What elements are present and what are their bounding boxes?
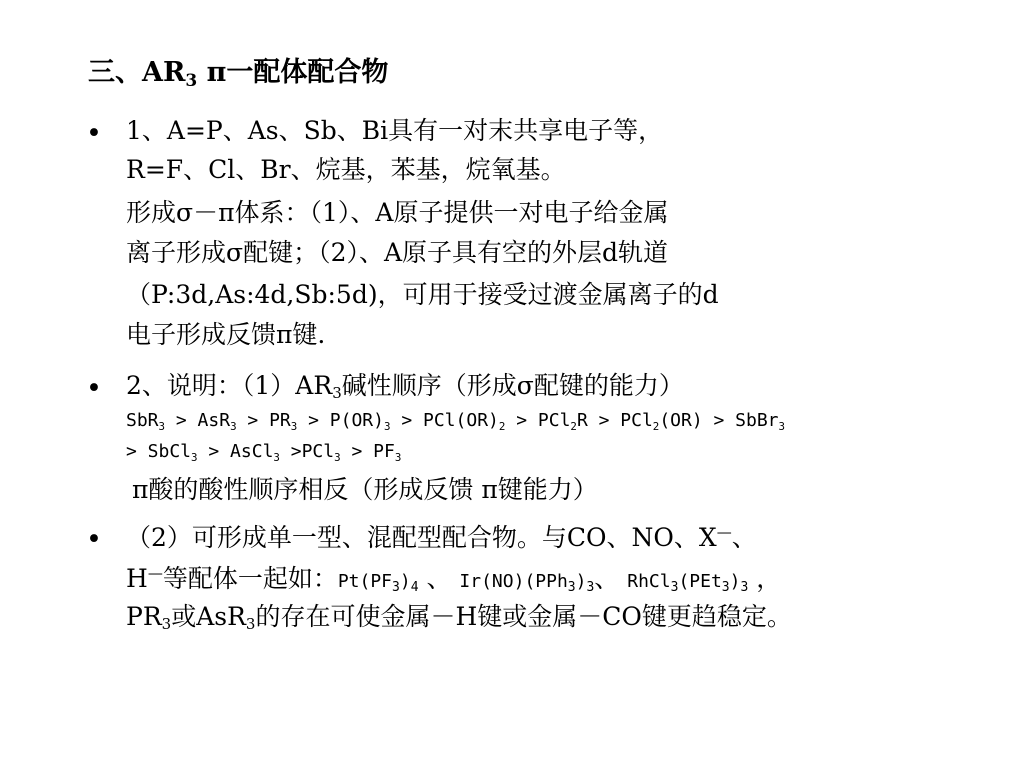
text-run: 3: [230, 420, 237, 433]
text-run: > P(OR): [297, 410, 384, 431]
item1-line1: 1、A=P、As、Sb、Bi具有一对末共享电子等，: [126, 116, 664, 145]
item1-line3: 形成σ－π体系：（1）、A原子提供一对电子给金属: [126, 198, 669, 227]
text-run: > PR: [236, 410, 291, 431]
text-run: 3: [670, 580, 679, 595]
text-run: 、: [418, 564, 460, 593]
item2-line1: 2、说明：$(1)AR_3$碱性顺序（形成σ配键的能力）: [126, 371, 684, 402]
item1-line6: 电子形成反馈π键.: [126, 320, 326, 349]
text-run: 3: [383, 420, 391, 433]
text-run: H: [126, 564, 148, 593]
item3-line3: $PR_3$或AsR$_3$的存在可使金属－H键或金属－CO键更趋稳定。: [126, 602, 792, 633]
text-run: 3: [158, 420, 166, 433]
text-run: Pt(PF: [337, 571, 393, 592]
slide-title: 三、$AR_3$ π一配体配合物: [88, 57, 389, 91]
text-run: > AsCl: [197, 441, 274, 462]
text-run: 2: [498, 420, 506, 433]
text-run: R > PCl: [576, 410, 653, 431]
text-run: > PCl(OR): [390, 410, 499, 431]
text-run: (PEt: [678, 571, 722, 592]
text-run: (OR) > SbBr: [659, 410, 779, 431]
text-run: 3: [392, 580, 400, 595]
text-run: 、: [594, 564, 628, 593]
text-run: ，: [748, 564, 782, 593]
text-run: ): [399, 571, 411, 592]
text-run: 3: [586, 580, 595, 595]
text-run: 3: [290, 420, 298, 433]
text-run: 3: [394, 451, 402, 464]
text-run: > PCl: [505, 410, 571, 431]
text-run: 3: [778, 420, 786, 433]
text-run: 等配体一起如：: [162, 564, 338, 593]
basicity-order-line1: [126, 410, 786, 433]
bullet-marker: •: [86, 118, 102, 149]
text-run: RhCl: [627, 571, 671, 592]
item1-line5: （P:3d,As:4d,Sb:5d)，可用于接受过渡金属离子的d: [126, 280, 719, 309]
item1-line2: R=F、Cl、Br、烷基，苯基，烷氧基。: [126, 155, 566, 184]
item3-line1: （2）可形成单一型、混配型配合物。与CO、NO、X—、: [126, 523, 757, 552]
text-run: —: [147, 564, 163, 582]
text-run: > PF: [340, 441, 395, 462]
text-run: 4: [410, 580, 419, 595]
text-run: ): [575, 571, 587, 592]
text-run: 3: [334, 451, 341, 464]
bullet-marker: •: [86, 373, 102, 404]
text-run: 2: [570, 420, 577, 433]
item3-line2: [126, 564, 782, 595]
text-run: 3: [740, 580, 749, 595]
text-run: 2: [652, 420, 660, 433]
text-run: 3: [273, 451, 280, 464]
text-run: >PCl: [279, 441, 335, 462]
text-run: 3: [567, 580, 576, 595]
text-run: ): [729, 571, 741, 592]
bullet-marker: •: [86, 524, 102, 555]
text-run: Ir(NO)(PPh: [459, 571, 568, 592]
item1-line4: 离子形成σ配键；（2）、A原子具有空的外层d轨道: [126, 238, 669, 267]
text-run: 3: [191, 451, 198, 464]
text-run: > AsR: [165, 410, 231, 431]
text-run: 3: [721, 580, 730, 595]
item2-line4: π酸的酸性顺序相反（形成反馈 π键能力）: [132, 475, 598, 504]
text-run: SbR: [126, 410, 159, 431]
basicity-order-line2: [126, 441, 402, 464]
text-run: > SbCl: [126, 441, 192, 462]
